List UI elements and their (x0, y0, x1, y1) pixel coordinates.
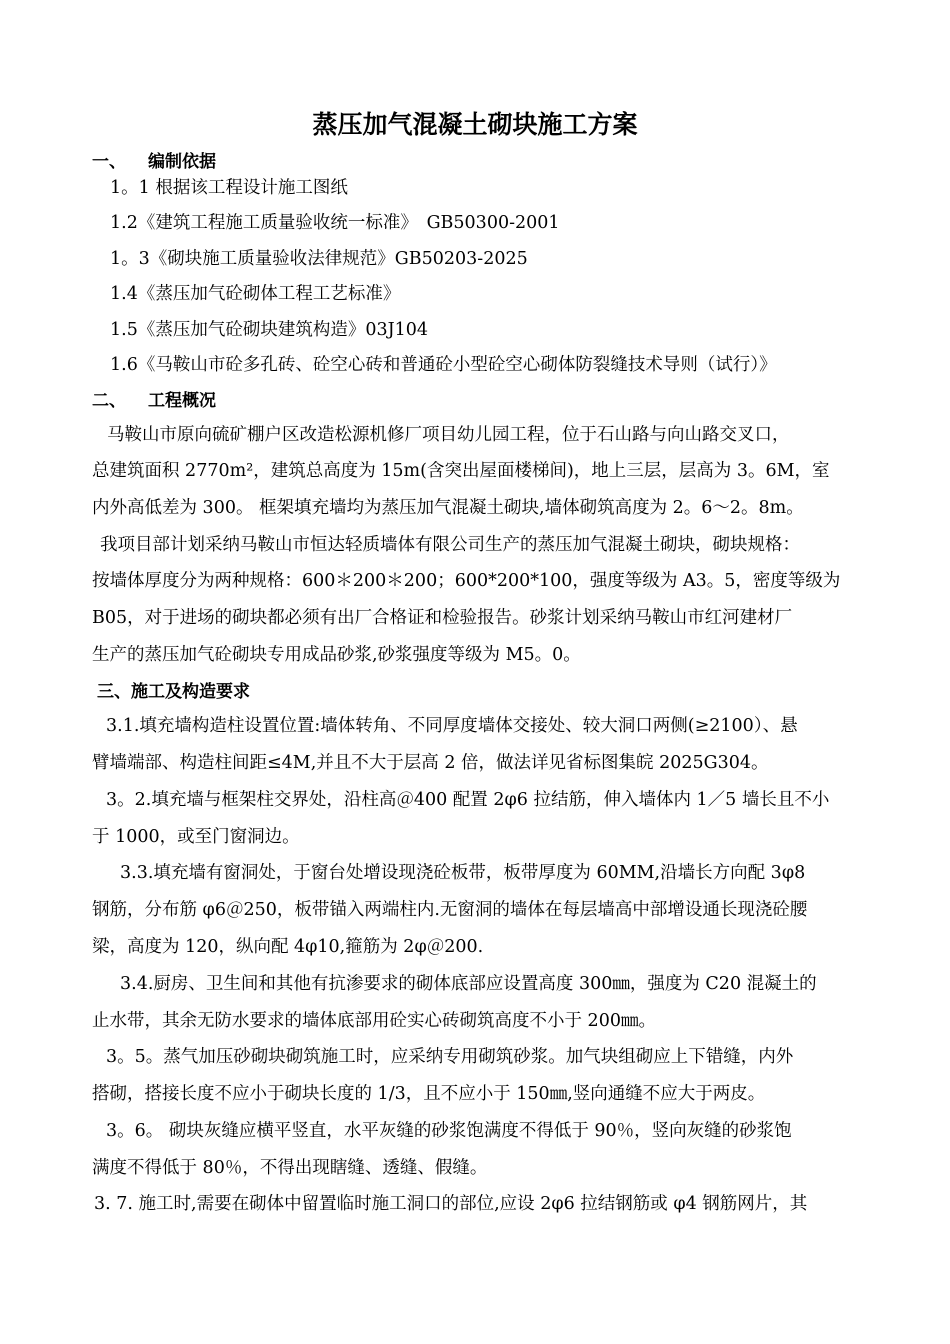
paragraph-line: 按墙体厚度分为两种规格：600＊200＊200；600*200*100，强度等级为 A3。5，密度等级为 (92, 571, 841, 591)
paragraph-line: 梁，高度为 120，纵向配 4φ10,箍筋为 2φ＠200. (92, 937, 484, 957)
paragraph-line: 总建筑面积 2770m²，建筑总高度为 15m(含突出屋面楼梯间)，地上三层，层高为 3。6M，室 (92, 461, 830, 481)
section-number: 二、 (92, 391, 126, 411)
paragraph-line: 3.4.厨房、卫生间和其他有抗渗要求的砌体底部应设置高度 300㎜，强度为 C20 混凝土的 (120, 974, 817, 994)
section-heading-1 (92, 150, 216, 174)
paragraph-line: 我项目部计划采纳马鞍山市恒达轻质墙体有限公司生产的蒸压加气混凝土砌块，砌块规格： (100, 535, 800, 555)
section-heading-text: 编制依据 (148, 152, 216, 172)
section-heading-text: 施工及构造要求 (131, 682, 250, 702)
paragraph-line: 1.4《蒸压加气砼砌体工程工艺标准》 (110, 284, 401, 304)
paragraph-line: 3.1.填充墙构造柱设置位置:墙体转角、不同厚度墙体交接处、较大洞口两侧(≥2100）、悬 (106, 716, 798, 736)
paragraph-line: 1.5《蒸压加气砼砌块建筑构造》03J104 (110, 320, 429, 340)
paragraph-line: 3.3.填充墙有窗洞处，于窗台处增设现浇砼板带，板带厚度为 60MM,沿墙长方向配 3φ8 (120, 863, 806, 883)
paragraph-line: 3。5。蒸气加压砂砌块砌筑施工时，应采纳专用砌筑砂浆。加气块组砌应上下错缝，内外 (106, 1047, 794, 1067)
section-heading-2 (92, 389, 216, 413)
document-title: 蒸压加气混凝土砌块施工方案 (312, 110, 638, 139)
paragraph-line: 1。3《砌块施工质量验收法律规范》GB50203-2025 (110, 249, 528, 269)
paragraph-line: 满度不得低于 80％，不得出现瞎缝、透缝、假缝。 (92, 1158, 488, 1178)
paragraph-line: 内外高低差为 300。 框架填充墙均为蒸压加气混凝土砌块,墙体砌筑高度为 2。6～2。8m。 (92, 498, 804, 518)
paragraph-line: 1.2《建筑工程施工质量验收统一标准》 GB50300-2001 (110, 213, 560, 233)
paragraph-line: 3。2.填充墙与框架柱交界处，沿柱高＠400 配置 2φ6 拉结筋，伸入墙体内 1／5 墙长且不小 (106, 790, 830, 810)
section-heading-3 (97, 680, 250, 704)
paragraph-line: 于 1000，或至门窗洞边。 (92, 827, 300, 847)
paragraph-line: 搭砌，搭接长度不应小于砌块长度的 1/3，且不应小于 150㎜,竖向通缝不应大于两皮。 (92, 1084, 766, 1104)
section-heading-text: 工程概况 (148, 391, 216, 411)
paragraph-line: 钢筋，分布筋 φ6＠250，板带锚入两端柱内.无窗洞的墙体在每层墙高中部增设通长现浇砼腰 (92, 900, 808, 920)
paragraph-line: 3. 7. 施工时,需要在砌体中留置临时施工洞口的部位,应设 2φ6 拉结钢筋或 φ4 钢筋网片，其 (94, 1194, 808, 1214)
paragraph-line: 1.6《马鞍山市砼多孔砖、砼空心砖和普通砼小型砼空心砌体防裂缝技术导则（试行）》 (110, 355, 777, 375)
section-number: 一、 (92, 152, 126, 172)
paragraph-line: 马鞍山市原向硫矿棚户区改造松源机修厂项目幼儿园工程，位于石山路与向山路交叉口， (107, 425, 790, 445)
paragraph-line: 3。6。 砌块灰缝应横平竖直，水平灰缝的砂浆饱满度不得低于 90％，竖向灰缝的砂浆饱 (106, 1121, 792, 1141)
section-number: 三、 (97, 682, 131, 702)
paragraph-line: 生产的蒸压加气砼砌块专用成品砂浆,砂浆强度等级为 M5。0。 (92, 645, 581, 665)
paragraph-line: 止水带，其余无防水要求的墙体底部用砼实心砖砌筑高度不小于 200㎜。 (92, 1011, 656, 1031)
paragraph-line: 1。1 根据该工程设计施工图纸 (110, 178, 348, 198)
paragraph-line: B05，对于进场的砌块都必须有出厂合格证和检验报告。砂浆计划采纳马鞍山市红河建材厂 (92, 608, 793, 628)
paragraph-line: 臂墙端部、构造柱间距≤4M,并且不大于层高 2 倍，做法详见省标图集皖 2025G304。 (92, 753, 769, 773)
